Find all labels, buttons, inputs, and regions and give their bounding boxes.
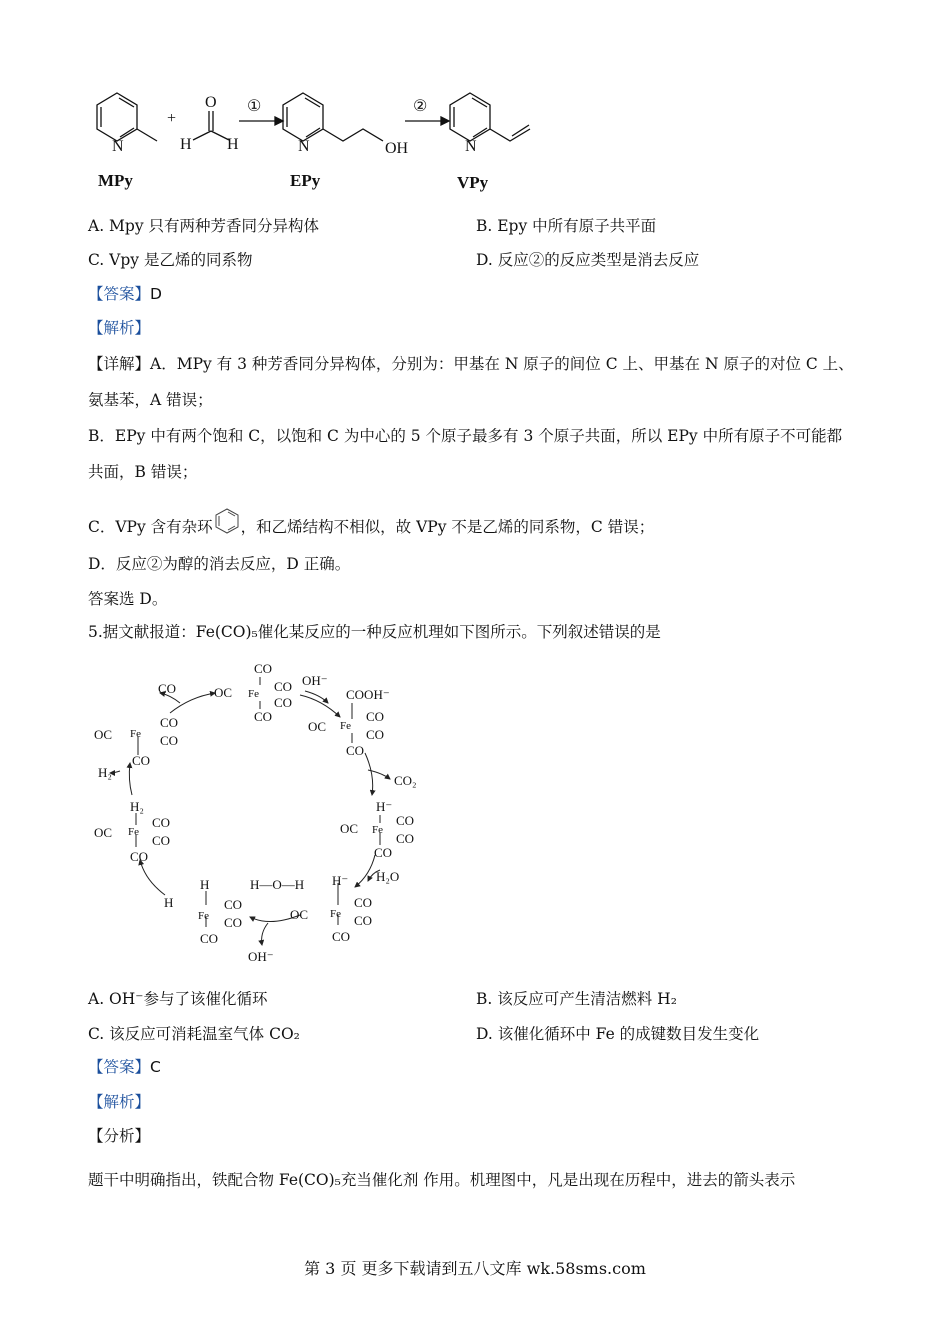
d-co-19: CO — [130, 849, 149, 864]
d-co-13: CO — [332, 929, 351, 944]
d-oc-3: OC — [340, 821, 359, 836]
d-fe-3: Fe — [372, 824, 383, 836]
d-fe-7: Fe — [130, 728, 141, 740]
q5-analysis-text: 题干中明确指出，铁配合物 Fe(CO)₅充当催化剂 作用。机理图中，凡是出现在历程中，进去的箭头表示 — [88, 1171, 796, 1189]
q5-option-a: A. OH⁻参与了该催化循环 — [88, 990, 268, 1008]
plus-sign: + — [167, 110, 177, 127]
d-co-16: CO — [200, 931, 219, 946]
d-co-17: CO — [152, 815, 171, 830]
q5-option-c: C. 该反应可消耗温室气体 CO₂ — [88, 1025, 300, 1043]
d-co-5: CO — [366, 709, 385, 724]
d-oc-5: OC — [94, 825, 113, 840]
d-co-11: CO — [354, 895, 373, 910]
page-footer: 第 3 页 更多下载请到五八文库 wk.58sms.com — [304, 1259, 646, 1278]
d-fe-5: Fe — [198, 910, 209, 922]
d-co-12: CO — [354, 913, 373, 928]
d-h2-released: H₂ — [98, 765, 112, 780]
q5-option-b: B. 该反应可产生清洁燃料 H₂ — [476, 990, 677, 1008]
q4-detail-3b: ，和乙烯结构不相似，故 VPy 不是乙烯的同系物，C 错误； — [240, 518, 655, 536]
q5-answer-line — [88, 1055, 161, 1077]
answer-tag: 【答案】 — [88, 285, 151, 303]
q4-detail-3a: C．VPy 含有杂环 — [88, 518, 213, 536]
d-fe-1: Fe — [248, 688, 259, 700]
d-h-2: H — [164, 895, 174, 910]
d-co-10: CO — [374, 845, 393, 860]
d-fe-4: Fe — [330, 908, 341, 920]
d-co-4: CO — [254, 709, 273, 724]
d-co-22: CO — [132, 753, 151, 768]
d-fe-6: Fe — [128, 826, 139, 838]
reaction-scheme — [85, 85, 565, 195]
q4-option-b: B. Epy 中所有原子共平面 — [476, 217, 657, 235]
d-h-minus-1: H⁻ — [376, 799, 393, 814]
d-h-1: H — [200, 877, 210, 892]
d-hoh: H—O—H — [250, 877, 305, 892]
d-oc-2: OC — [308, 719, 327, 734]
q5-answer-tag: 【答案】 — [88, 1058, 151, 1076]
vpy-n: N — [465, 138, 477, 155]
d-co-7: CO — [346, 743, 365, 758]
d-cooh: COOH⁻ — [346, 687, 390, 702]
q4-detail-4: D．反应②为醇的消去反应，D 正确。 — [88, 555, 351, 573]
d-co-1: CO — [254, 661, 273, 676]
hcho-h2: H — [227, 136, 239, 153]
d-co-6: CO — [366, 727, 385, 742]
step-one: ① — [247, 98, 262, 115]
d-co-free: CO — [158, 681, 177, 696]
d-oc-6: OC — [94, 727, 113, 742]
d-h2-ligand: H₂ — [130, 799, 144, 814]
d-co-21: CO — [160, 733, 179, 748]
q4-detail-2b: 共面，B 错误； — [88, 463, 198, 481]
d-h-minus-2: H⁻ — [332, 873, 349, 888]
d-co-2: CO — [274, 679, 293, 694]
q4-detail-1a: 【详解】A．MPy 有 3 种芳香同分异构体，分别为：甲基在 N 原子的间位 C 上、甲基在 N 原子的对位 C 上、 — [88, 355, 854, 373]
answer-value: D — [150, 285, 162, 303]
q5-option-d: D. 该催化循环中 Fe 的成键数目发生变化 — [476, 1025, 760, 1043]
d-co-14: CO — [224, 897, 243, 912]
q5-answer-value: C — [150, 1058, 161, 1076]
pyridine-ring-icon — [213, 506, 241, 538]
epy-oh: OH — [385, 140, 409, 157]
q4-detail-1b: 氨基苯，A 错误； — [88, 391, 213, 409]
q4-option-c: C. Vpy 是乙烯的同系物 — [88, 251, 253, 269]
label-epy: EPy — [290, 171, 321, 190]
q4-option-a: A. Mpy 只有两种芳香同分异构体 — [88, 217, 320, 235]
q4-analysis-tag: 【解析】 — [88, 319, 151, 337]
d-oh-2: OH⁻ — [248, 949, 274, 964]
d-co-9: CO — [396, 831, 415, 846]
d-co2: CO₂ — [394, 773, 417, 788]
hcho-h1: H — [180, 136, 192, 153]
d-co-8: CO — [396, 813, 415, 828]
q5-fenxi-tag: 【分析】 — [88, 1127, 151, 1145]
q4-detail-2a: B．EPy 中有两个饱和 C，以饱和 C 为中心的 5 个原子最多有 3 个原子共面，所以 EPy 中所有原子不可能都 — [88, 427, 843, 445]
d-oc-4: OC — [290, 907, 309, 922]
q5-analysis-tag: 【解析】 — [88, 1093, 151, 1111]
catalytic-cycle-diagram — [90, 655, 450, 970]
d-h2o: H₂O — [376, 869, 400, 884]
d-co-15: CO — [224, 915, 243, 930]
mpy-n: N — [112, 138, 124, 155]
q4-answer-line — [88, 282, 162, 304]
label-vpy: VPy — [457, 173, 489, 192]
q4-detail-3 — [88, 506, 654, 538]
label-mpy: MPy — [98, 171, 133, 190]
d-fe-2: Fe — [340, 720, 351, 732]
d-oh-1: OH⁻ — [302, 673, 328, 688]
q5-stem: 5.据文献报道：Fe(CO)₅催化某反应的一种反应机理如下图所示。下列叙述错误的是 — [88, 623, 661, 641]
hcho-o: O — [205, 94, 217, 111]
d-co-18: CO — [152, 833, 171, 848]
q4-conclusion: 答案选 D。 — [88, 590, 168, 608]
step-two: ② — [413, 98, 428, 115]
d-co-20: CO — [160, 715, 179, 730]
q4-option-d: D. 反应②的反应类型是消去反应 — [476, 251, 700, 269]
epy-n: N — [298, 138, 310, 155]
d-co-3: CO — [274, 695, 293, 710]
d-oc-1: OC — [214, 685, 233, 700]
